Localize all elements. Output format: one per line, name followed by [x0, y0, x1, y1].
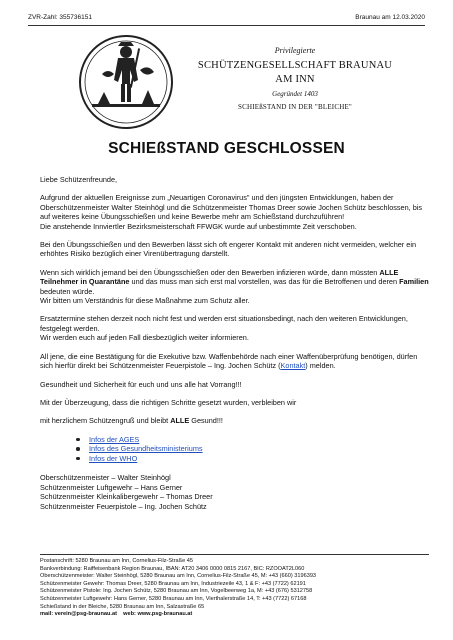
paragraph-text: und das muss man sich erst mal vorstellen, was das für die Betroffenen und deren	[129, 277, 400, 287]
zvr-number: ZVR-Zahl: 355736151	[28, 14, 92, 21]
club-name: SCHÜTZENGESELLSCHAFT BRAUNAU AM INN	[197, 60, 393, 85]
list-item	[89, 435, 429, 444]
paragraph-quarantine	[40, 268, 429, 306]
paragraph-confirmation	[40, 352, 429, 371]
paragraph-text: bedeuten würde.	[40, 286, 95, 296]
paragraph-text: Wenn sich wirklich jemand bei den Übungsschießen oder den Bewerben infizieren würde, dann müssten	[40, 267, 380, 277]
greeting: Liebe Schützenfreunde,	[40, 175, 118, 184]
signature-block	[40, 473, 429, 511]
signature-line: Schützenmeister Feuerpistole – Ing. Jochen Schütz	[40, 501, 207, 511]
list-item	[89, 444, 429, 453]
paragraph-text: Wir werden euch auf jeden Fall diesbezüglich weiter informieren.	[40, 333, 249, 343]
footer-line: Schützenmeister Luftgewehr: Hans Gerner, 5280 Braunau am Inn, Vierthalerstraße 14, T: +43 (7722) 67168	[40, 595, 307, 602]
ages-info-link[interactable]: Infos der AGES	[89, 434, 140, 444]
footer-line: Oberschützenmeister: Walter Steinhögl, 5280 Braunau am Inn, Cornelius-Filz-Straße 45, M: +43 (660) 3196393	[40, 573, 317, 580]
footer-web[interactable]: web: www.psg-braunau.at	[123, 611, 193, 618]
signature-line: Oberschützenmeister – Walter Steinhögl	[40, 472, 171, 482]
paragraph-conviction: Mit der Überzeugung, dass die richtigen Schritte gesetzt wurden, verbleiben wir	[40, 397, 297, 407]
page-title: SCHIEßSTAND GESCHLOSSEN	[108, 140, 345, 157]
paragraph-closing	[40, 416, 429, 425]
letter-header	[28, 14, 425, 26]
footer-line: Postanschrift: 5280 Braunau am Inn, Cornelius-Filz-Straße 45	[40, 558, 193, 564]
paragraph-text: ) melden.	[305, 361, 336, 371]
paragraph-text: Die anstehende Innviertler Bezirksmeisterschaft FFWGK wurde auf unbestimmte Zeit verschoben.	[40, 221, 357, 231]
paragraph-text: Wir bitten um Verständnis für diese Maßnahme zum Schutz aller.	[40, 296, 250, 306]
club-range: SCHIEßSTAND IN DER "BLEICHE"	[237, 103, 352, 111]
bold-text: ALLE Teilnehmer in Quarantäne	[40, 267, 399, 287]
paragraph-text: Gesund!!!	[189, 416, 223, 426]
letter-body	[40, 175, 429, 511]
footer-contact	[40, 611, 429, 619]
signature-line: Schützenmeister Kleinkalibergewehr – Thomas Dreer	[40, 492, 213, 502]
bold-text: ALLE	[170, 416, 190, 426]
paragraph-dates	[40, 314, 429, 342]
footer-mail[interactable]: mail: verein@psg-braunau.at	[40, 611, 117, 618]
footer-line: Bankverbindung: Raiffeisenbank Region Braunau, IBAN: AT20 3406 0000 0815 2167, BIC: RZOOAT2L060	[40, 565, 305, 572]
paragraph-announcement	[40, 193, 429, 231]
footer-line: Schützenmeister Gewehr: Thomas Dreer, 5280 Braunau am Inn, Industriezeile 43, 1 & F: +43 (7722) 62191	[40, 580, 306, 587]
club-founded: Gegründet 1403	[272, 90, 318, 98]
ministry-info-link[interactable]: Infos des Gesundheitsministeriums	[89, 444, 203, 454]
paragraph-text: Ersatztermine stehen derzeit noch nicht fest und werden erst situationsbedingt, nach den weiteren Entwicklungen, festgelegt werden.	[40, 314, 408, 333]
paragraph-text: All jene, die eine Bestätigung für die Exekutive bzw. Waffenbehörde nach einer Waffenüberprüfung benötigen, dürfen sich hierfür direkt bei Schützenmeister Feuerpistole – Ing. Jochen Schütz (	[40, 351, 418, 371]
who-info-link[interactable]: Infos der WHO	[89, 453, 138, 463]
signature-line: Schützenmeister Luftgewehr – Hans Gerner	[40, 482, 183, 492]
footer-line: Schützenmeister Pistole: Ing. Jochen Schütz, 5280 Braunau am Inn, Vogelbeerweg 1a, M: +43 (676) 5312758	[40, 588, 313, 595]
place-date: Braunau am 12.03.2020	[355, 14, 425, 21]
paragraph-text: Aufgrund der aktuellen Ereignisse zum „Neuartigen Coronavirus" und den jüngsten Entwicklungen, haben der Oberschützenmeister Walter Steinhögl und die Schützenmeister Thomas Dreer sowie Jochen Schütz beschlossen, bis auf weiteres keine Übungsschießen und keine Bewerbe mehr am Schießstand durchzuführen!	[40, 193, 423, 222]
letter-footer	[40, 554, 429, 619]
club-line-privileged: Privilegierte	[274, 46, 316, 55]
club-emblem-icon	[78, 34, 174, 130]
footer-line: Schießstand in der Bleiche, 5280 Braunau am Inn, Salzastraße 65	[40, 603, 205, 610]
club-letterhead	[195, 46, 395, 112]
paragraph-text: mit herzlichem Schützengruß und bleibt	[40, 416, 171, 426]
paragraph-contact-risk: Bei den Übungsschießen und den Bewerben lässt sich oft engerer Kontakt mit anderen nicht vermeiden, welcher ein erhöhtes Risiko bezüglich einer Virenübertragung darstellt.	[40, 240, 417, 259]
list-item	[89, 454, 429, 463]
paragraph-health: Gesundheit und Sicherheit für euch und uns alle hat Vorrang!!!	[40, 379, 242, 389]
bold-text: Familien	[399, 277, 429, 287]
contact-link[interactable]: Kontakt	[280, 361, 306, 371]
info-links-list	[40, 435, 429, 463]
